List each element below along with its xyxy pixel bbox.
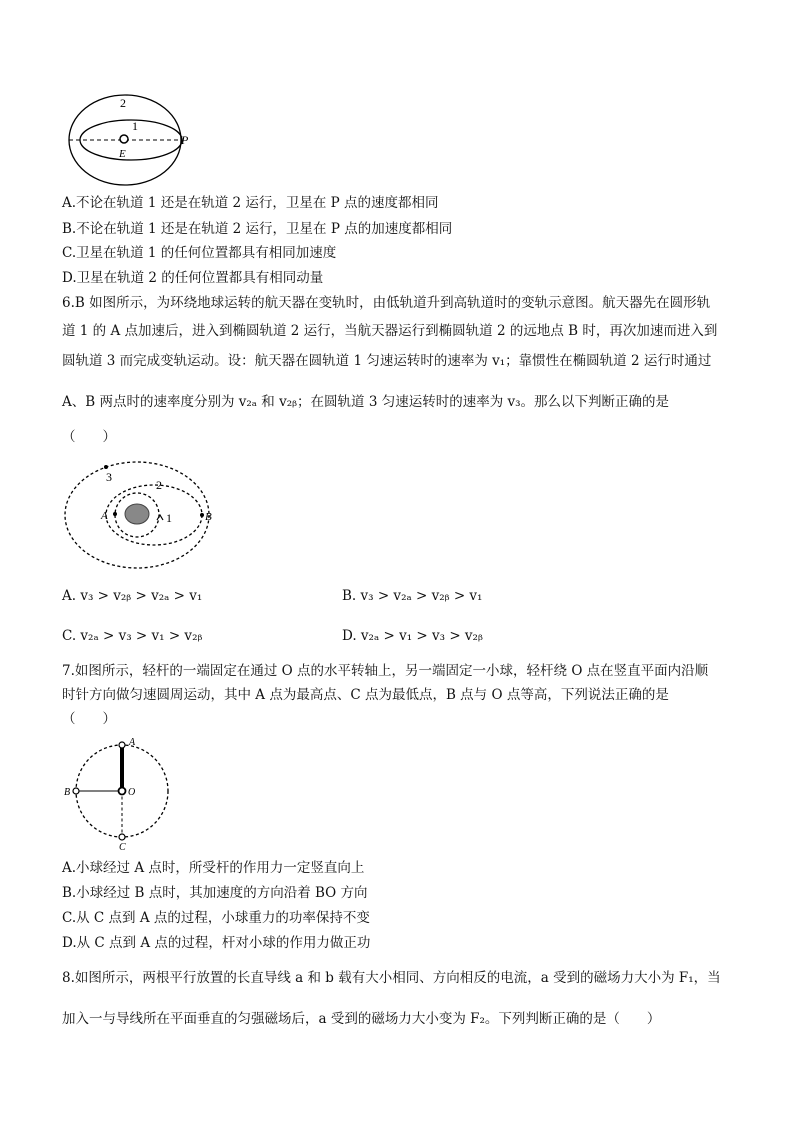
fig1-label-2: 2 [120,96,126,110]
q7-option-a: A.小球经过 A 点时，所受杆的作用力一定竖直向上 [62,860,365,876]
point-b-dot [200,513,204,517]
q7-stem-line-2: 时针方向做匀速圆周运动，其中 A 点为最高点、C 点为最低点，B 点与 O 点等高，下列说法正确的是 [62,687,669,703]
q6-option-d: D. v₂ₐ > v₁ > v₃ > v₂ᵦ [342,628,483,644]
ball-a [119,742,125,748]
q7-stem-line-1: 7.如图所示，轻杆的一端固定在通过 O 点的水平转轴上，另一端固定一小球，轻杆绕 O 点在竖直平面内沿顺 [62,663,709,679]
orbit-1-circle [115,493,159,537]
fig2-label-A: A [101,510,108,522]
fig3-label-B: B [64,787,71,798]
q8-stem-line-2: 加入一与导线所在平面垂直的匀强磁场后，a 受到的磁场力大小变为 F₂。下列判断正确的是（ ） [62,1011,661,1027]
q7-option-b: B.小球经过 B 点时，其加速度的方向沿着 BO 方向 [62,885,368,901]
q6-stem-line-2: 道 1 的 A 点加速后，进入到椭圆轨道 2 运行，当航天器运行到椭圆轨道 2 的远地点 B 时，再次加速而进入到 [62,323,718,339]
orbit-1 [80,120,182,160]
fig1-label-E: E [119,148,126,160]
q5-option-d: D.卫星在轨道 2 的任何位置都具有相同动量 [62,270,324,286]
fig2-label-2: 2 [156,478,162,492]
q6-answer-paren: （ ） [62,429,116,445]
earth-body [125,504,149,524]
q6-stem-line-4: A、B 两点时的速率度分别为 v₂ₐ 和 v₂ᵦ；在圆轨道 3 匀速运转时的速率为 v₃。那么以下判断正确的是 [62,394,670,410]
fig1-label-1: 1 [132,119,138,133]
q6-option-a: A. v₃ > v₂ᵦ > v₂ₐ > v₁ [62,588,203,604]
fig3-label-A: A [129,737,136,748]
point-a-dot [113,512,117,516]
fig2-label-3: 3 [106,470,112,484]
circular-path [76,745,168,837]
q7-option-d: D.从 C 点到 A 点的过程，杆对小球的作用力做正功 [62,935,371,951]
q5-option-a: A.不论在轨道 1 还是在轨道 2 运行，卫星在 P 点的速度都相同 [62,195,439,211]
q7-answer-paren: （ ） [62,711,116,727]
point-b-circle [73,788,79,794]
point-c-circle [119,834,125,840]
q7-option-c: C.从 C 点到 A 点的过程，小球重力的功率保持不变 [62,910,370,926]
light-rod [120,745,124,791]
fig2-label-B: B [205,511,212,523]
q5-option-b: B.不论在轨道 1 还是在轨道 2 运行，卫星在 P 点的加速度都相同 [62,221,453,237]
orbit-2 [69,95,181,185]
fig3-label-C: C [119,842,126,853]
pivot-o [119,788,126,795]
earth [120,135,128,143]
q6-option-b: B. v₃ > v₂ₐ > v₂ᵦ > v₁ [342,588,483,604]
orbit-2-ellipse [106,485,202,545]
fig2-label-1: 1 [166,511,172,525]
orbit-3 [65,462,209,568]
spacecraft-dot [104,465,108,469]
q8-stem-line-1: 8.如图所示，两根平行放置的长直导线 a 和 b 载有大小相同、方向相反的电流，a 受到的磁场力大小为 F₁，当 [62,970,721,986]
q6-stem-line-1: 6.B 如图所示，为环绕地球运转的航天器在变轨时，由低轨道升到高轨道时的变轨示意图。航天器先在圆形轨 [62,295,711,311]
fig1-label-P: P [181,133,189,147]
fig3-label-O: O [128,787,136,798]
q5-option-c: C.卫星在轨道 1 的任何位置都具有相同加速度 [62,245,337,261]
q6-stem-line-3: 圆轨道 3 而完成变轨运动。设：航天器在圆轨道 1 匀速运转时的速率为 v₁；靠惯性在椭圆轨道 2 运行时通过 [62,353,712,369]
q6-option-c: C. v₂ₐ > v₃ > v₁ > v₂ᵦ [62,628,203,644]
arrow-orbit-1 [157,515,163,520]
